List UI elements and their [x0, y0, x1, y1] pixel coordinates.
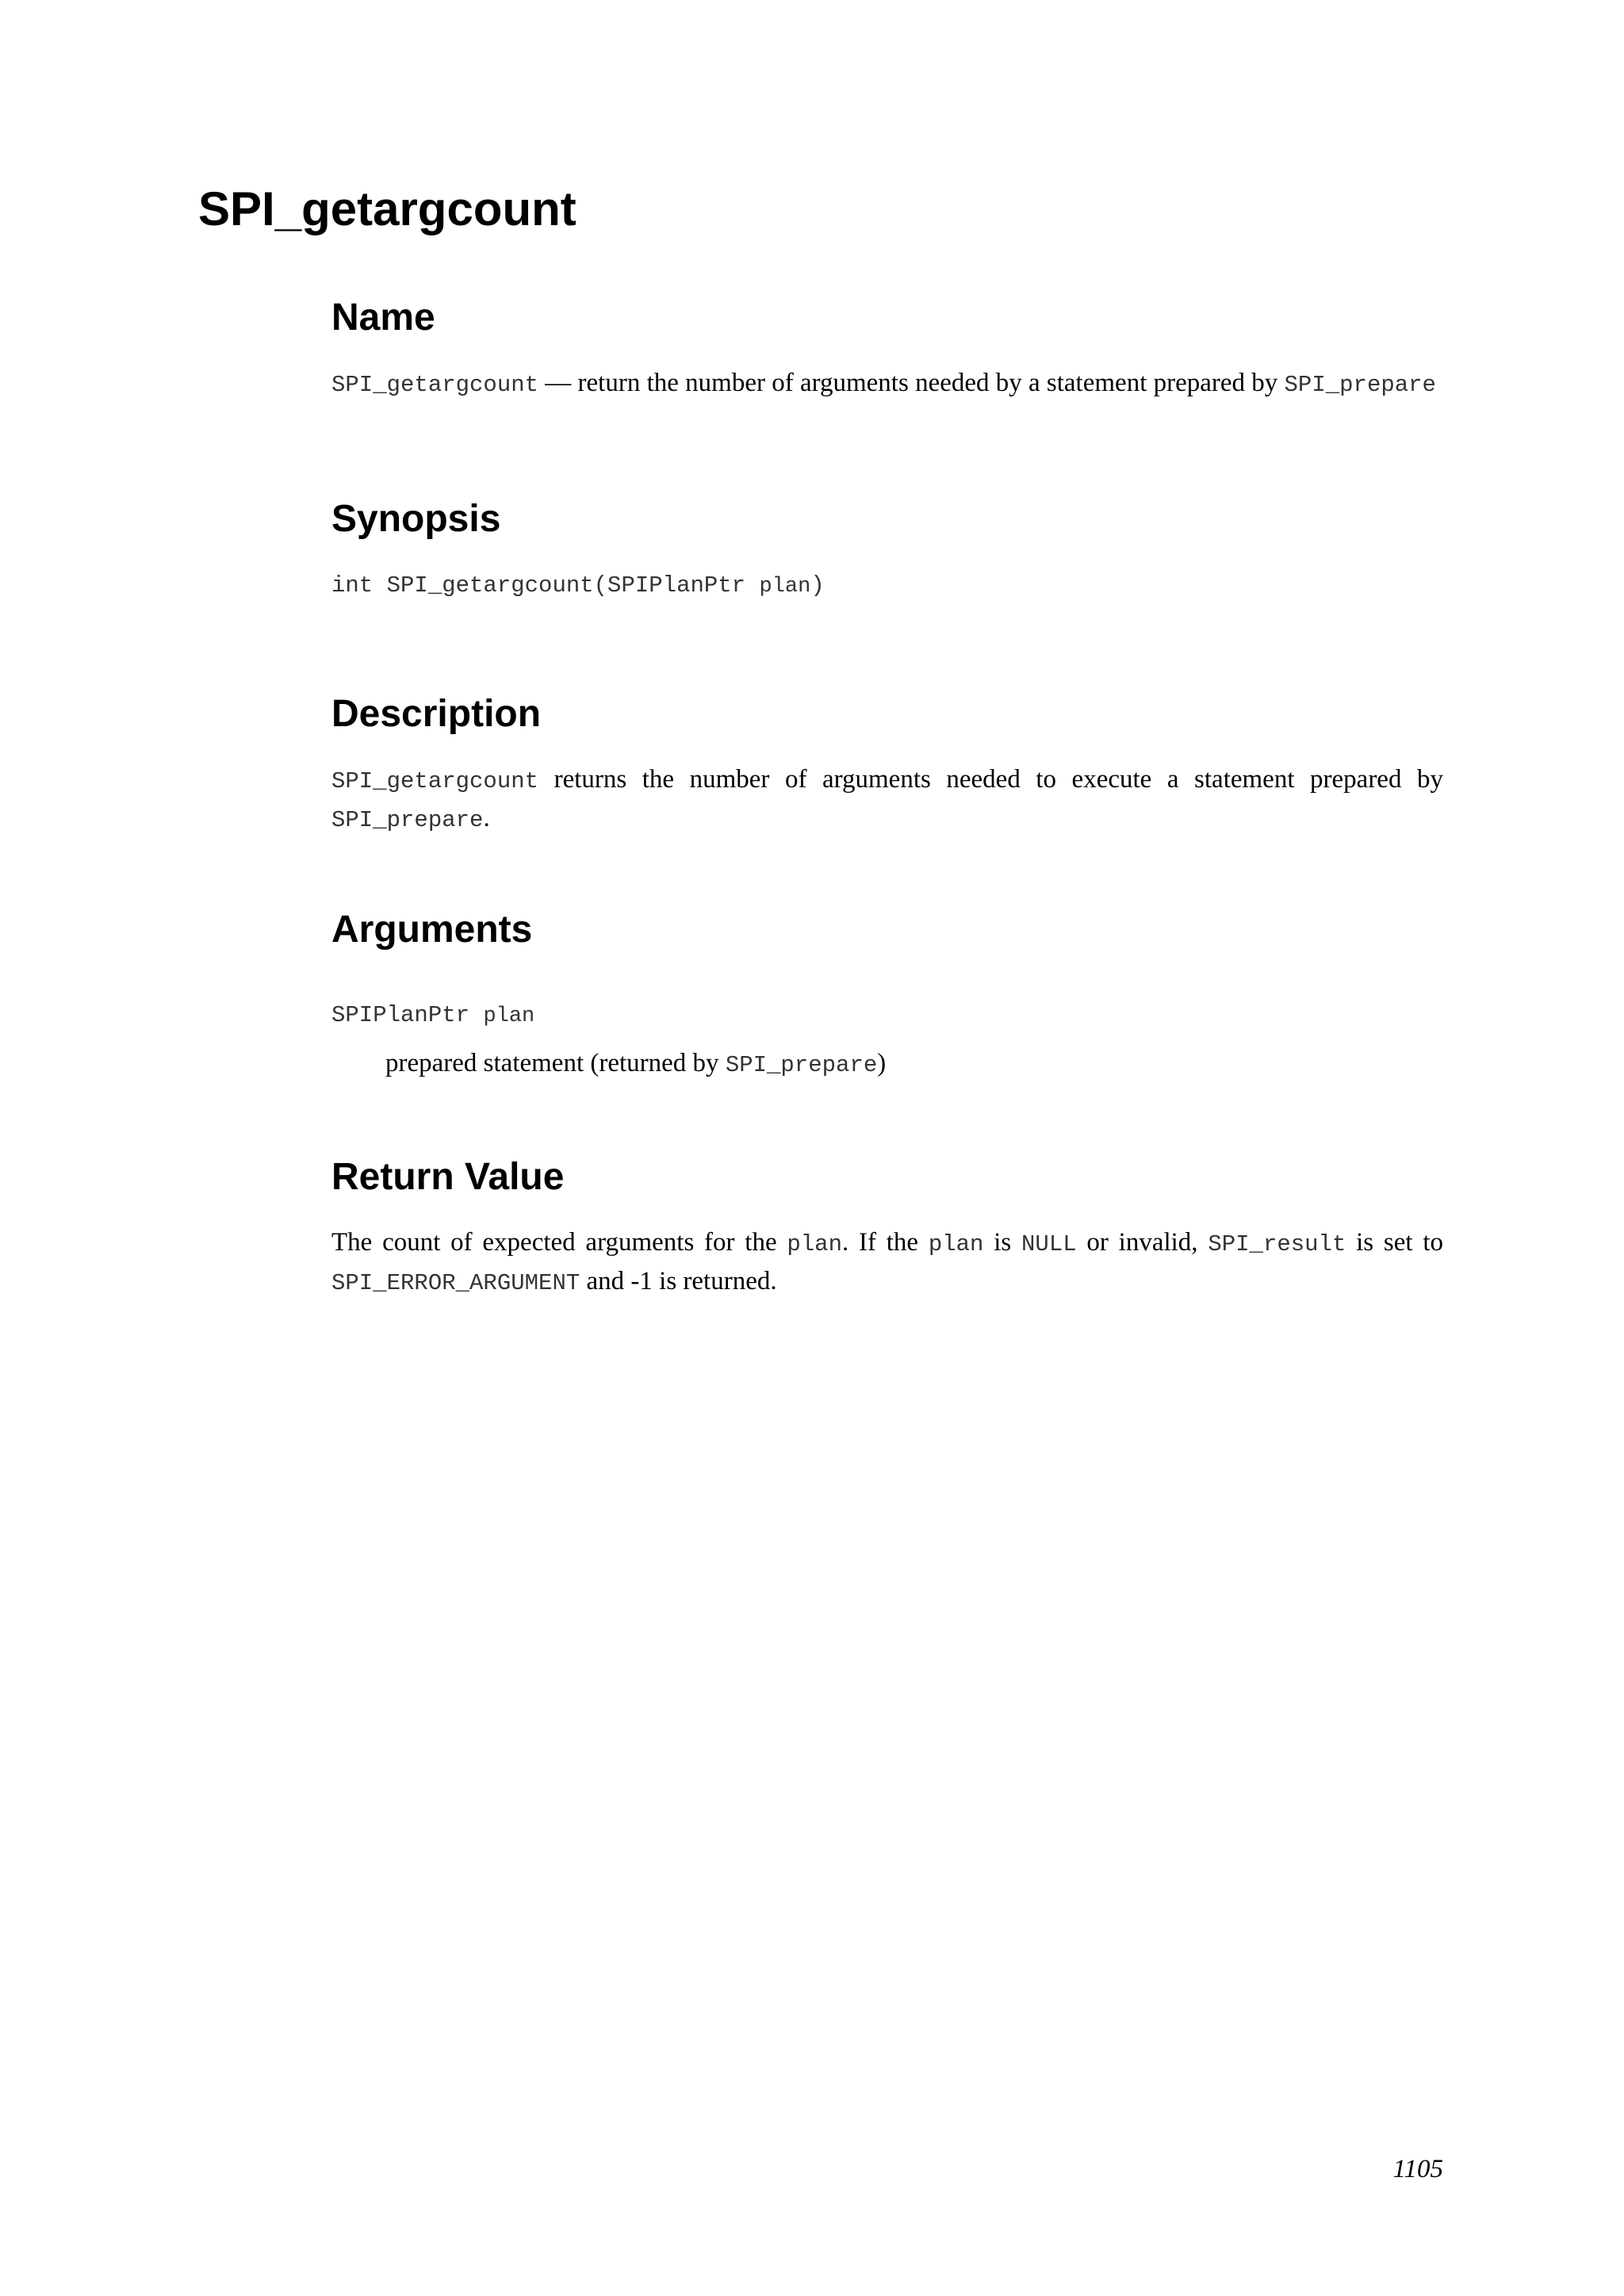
function-name: SPI_getargcount [331, 372, 539, 398]
argument-type: SPIPlanPtr [331, 1002, 484, 1028]
argument-description [385, 1045, 886, 1084]
prepare-reference: SPI_prepare [725, 1052, 878, 1078]
return-text: The count of expected arguments for the [331, 1228, 787, 1257]
return-text: is [983, 1228, 1022, 1257]
synopsis-param: plan [759, 575, 811, 599]
function-name: SPI_getargcount [331, 768, 539, 794]
return-value-paragraph [331, 1224, 1443, 1302]
code-plan: plan [928, 1231, 984, 1257]
name-summary: — return the number of arguments needed by a statement prepared by [538, 369, 1285, 397]
synopsis-prefix: int SPI_getargcount(SPIPlanPtr [331, 572, 760, 599]
return-text: . If the [842, 1228, 929, 1257]
name-heading: Name [331, 297, 435, 339]
argument-name: plan [483, 1004, 535, 1028]
page-title: SPI_getargcount [198, 182, 576, 235]
code-spi-result: SPI_result [1208, 1231, 1346, 1257]
return-value-heading: Return Value [331, 1156, 565, 1198]
name-paragraph [331, 365, 1443, 404]
code-null: NULL [1021, 1231, 1077, 1257]
description-end: . [483, 804, 490, 832]
argument-desc-text: prepared statement (returned by [385, 1049, 726, 1077]
prepare-reference: SPI_prepare [331, 807, 484, 833]
argument-desc-end: ) [877, 1049, 887, 1077]
synopsis-code [331, 572, 825, 599]
return-text: and -1 is returned. [580, 1267, 777, 1295]
description-paragraph [331, 761, 1443, 839]
return-text: or invalid, [1076, 1228, 1208, 1257]
prepare-reference: SPI_prepare [1284, 372, 1436, 398]
synopsis-suffix: ) [810, 572, 825, 599]
page-number: 1105 [1392, 2155, 1443, 2183]
return-text: is set to [1346, 1228, 1443, 1257]
code-spi-error-argument: SPI_ERROR_ARGUMENT [331, 1270, 580, 1296]
arguments-heading: Arguments [331, 909, 533, 951]
argument-term [331, 1002, 534, 1028]
description-heading: Description [331, 693, 542, 735]
synopsis-heading: Synopsis [331, 498, 501, 540]
code-plan: plan [787, 1231, 842, 1257]
description-text: returns the number of arguments needed to execute a statement prepared by [538, 765, 1443, 794]
